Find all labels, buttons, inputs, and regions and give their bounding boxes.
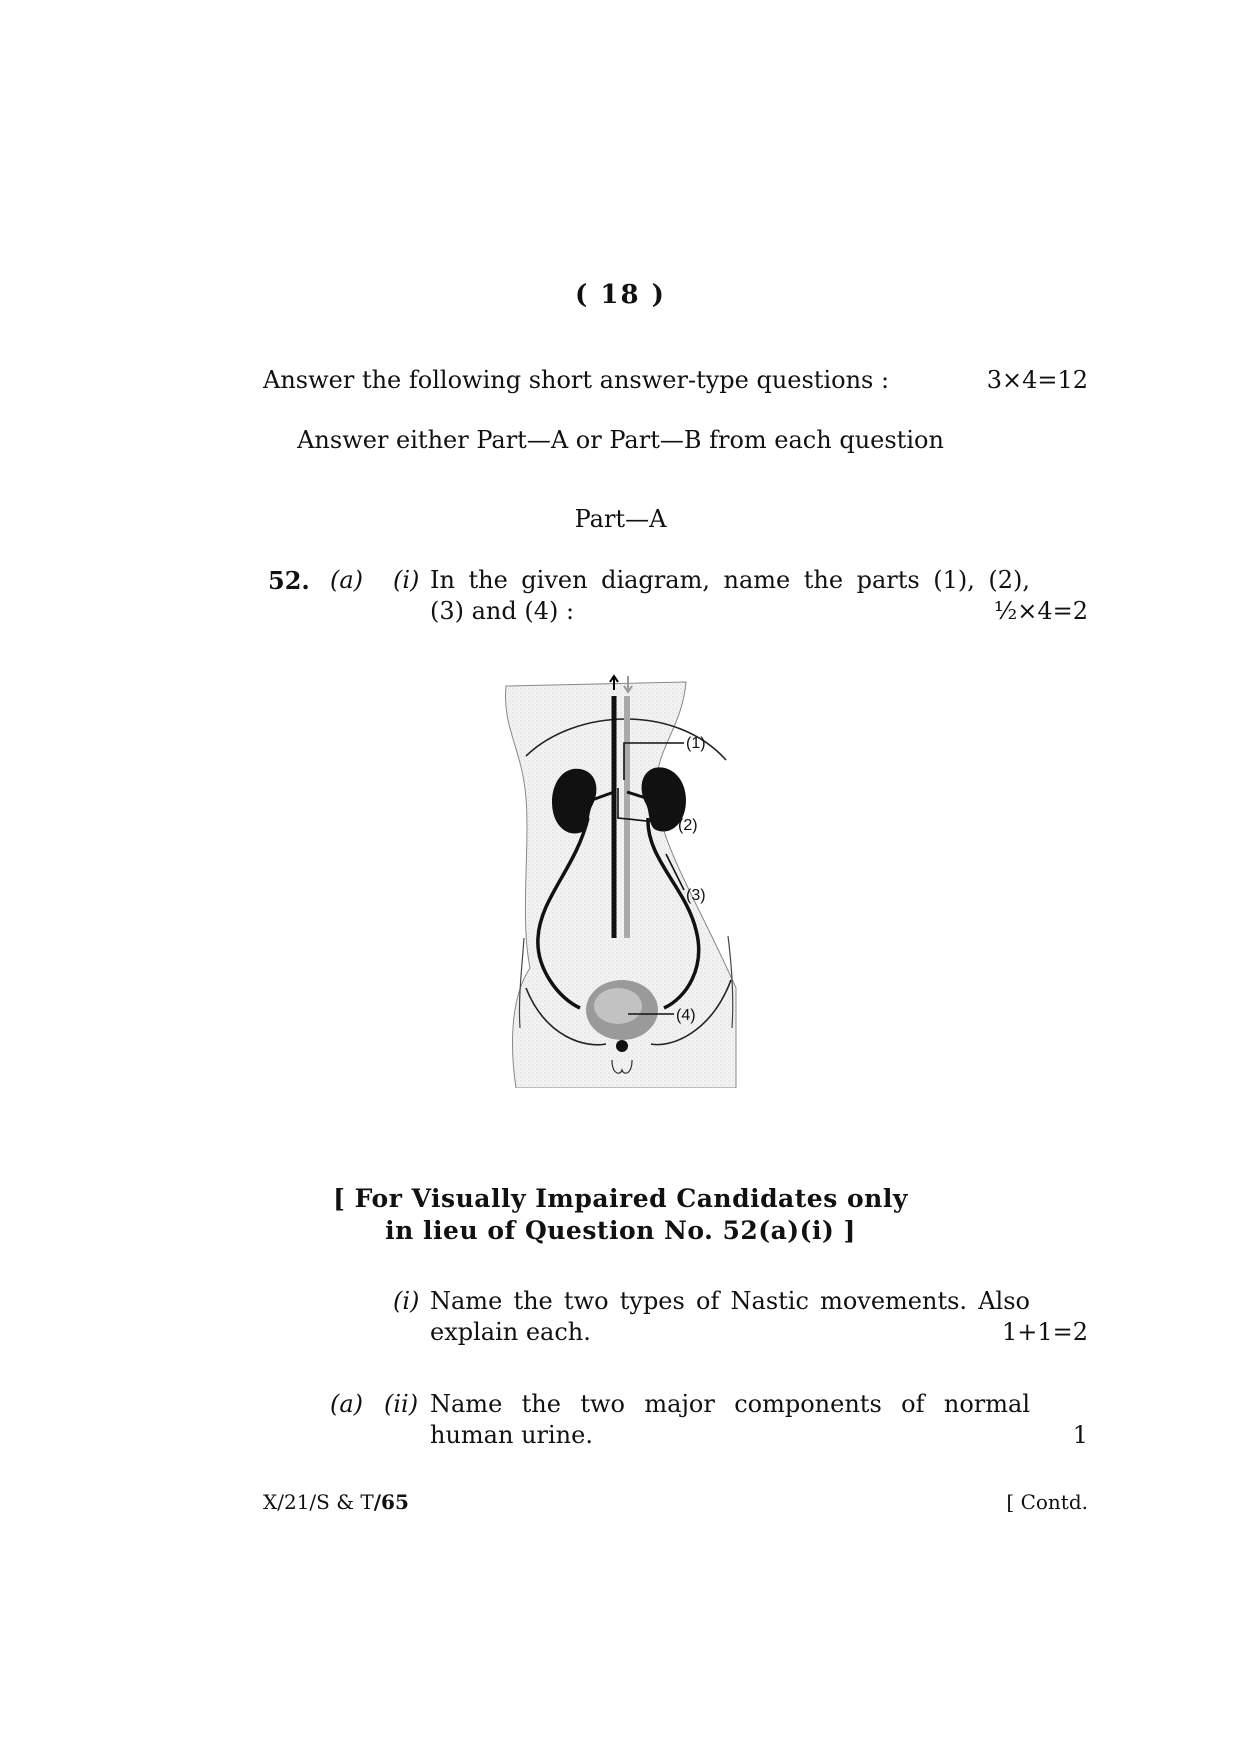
diagram-label-4: (4) xyxy=(676,1007,696,1024)
bladder-highlight xyxy=(594,988,642,1024)
visually-impaired-heading-line1: [ For Visually Impaired Candidates only xyxy=(333,1184,908,1213)
diagram-label-1: (1) xyxy=(686,735,706,752)
visually-impaired-sub-i: (i) xyxy=(393,1287,420,1315)
page-number: ( 18 ) xyxy=(575,280,666,310)
question-number: 52. xyxy=(268,566,310,595)
diagram-label-3: (3) xyxy=(686,887,706,904)
question-a-ii-text-line2: human urine. xyxy=(430,1421,593,1449)
part-heading: Part—A xyxy=(574,505,667,533)
urethra xyxy=(616,1040,628,1052)
question-a-ii-sub-a: (a) xyxy=(330,1390,364,1418)
question-a-ii-text-line1: Name the two major components of normal xyxy=(430,1390,1030,1418)
paper-code xyxy=(263,1490,409,1514)
paper-code-prefix: X/21/S & T xyxy=(263,1490,374,1514)
paper-code-suffix: /65 xyxy=(373,1490,409,1514)
choice-instruction xyxy=(0,426,1241,454)
diagram-label-2: (2) xyxy=(678,817,698,834)
question-sub-a: (a) xyxy=(330,566,364,594)
question-marks: ½×4=2 xyxy=(993,597,1088,625)
question-a-ii-sub-ii: (ii) xyxy=(384,1390,419,1418)
question-sub-i: (i) xyxy=(393,566,420,594)
section-instruction: Answer the following short answer-type questions : xyxy=(263,366,890,394)
question-text-line1: In the given diagram, name the parts (1), (2), xyxy=(430,566,1030,594)
question-text-line2: (3) and (4) : xyxy=(430,597,575,625)
choice-instruction-text: Answer either Part—A or Part—B from each question xyxy=(297,426,944,454)
question-a-ii-marks: 1 xyxy=(1072,1421,1088,1449)
continued-marker: [ Contd. xyxy=(1006,1490,1088,1514)
visually-impaired-heading-line2: in lieu of Question No. 52(a)(i) ] xyxy=(385,1216,856,1245)
visually-impaired-marks: 1+1=2 xyxy=(1001,1318,1088,1346)
visually-impaired-text-line1: Name the two types of Nastic movements. Also xyxy=(430,1287,1030,1315)
urinary-system-diagram xyxy=(496,668,796,1092)
visually-impaired-text-line2: explain each. xyxy=(430,1318,591,1346)
section-marks: 3×4=12 xyxy=(986,366,1088,394)
visually-impaired-heading xyxy=(0,1183,1241,1247)
